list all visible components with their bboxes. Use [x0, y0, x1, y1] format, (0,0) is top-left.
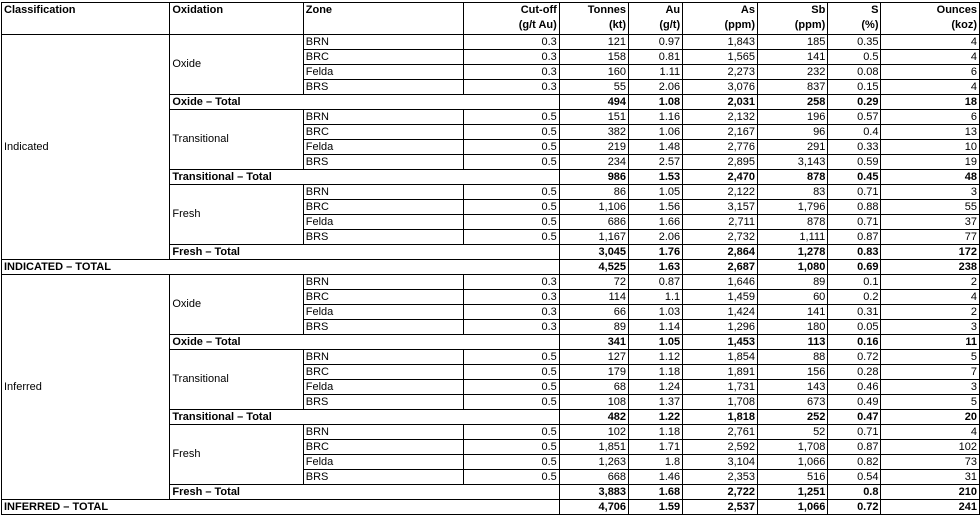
s-cell: 0.54: [828, 470, 881, 485]
grand-total-row: [2, 260, 980, 275]
sb-cell: 258: [757, 95, 827, 110]
s-cell: 0.87: [828, 230, 881, 245]
sb-cell: 1,278: [757, 245, 827, 260]
tonnes-cell: 494: [559, 95, 628, 110]
au-cell: 1.63: [629, 260, 683, 275]
sb-cell: 837: [757, 80, 827, 95]
s-cell: 0.33: [828, 140, 881, 155]
s-cell: 0.71: [828, 425, 881, 440]
as-cell: 1,891: [683, 365, 758, 380]
as-cell: 1,708: [683, 395, 758, 410]
sb-cell: 52: [757, 425, 827, 440]
tonnes-cell: 66: [559, 305, 628, 320]
zone-cell: BRS: [303, 395, 464, 410]
sb-cell: 232: [757, 65, 827, 80]
s-cell: 0.8: [828, 485, 881, 500]
ounces-cell: 4: [881, 50, 980, 65]
s-cell: 0.05: [828, 320, 881, 335]
s-cell: 0.2: [828, 290, 881, 305]
tonnes-cell: 3,883: [559, 485, 628, 500]
s-cell: 0.5: [828, 50, 881, 65]
cutoff-cell: 0.5: [464, 185, 559, 200]
subtotal-label: Transitional – Total: [170, 410, 559, 425]
tonnes-cell: 158: [559, 50, 628, 65]
classification-cell: Indicated: [2, 35, 170, 260]
ounces-cell: 55: [881, 200, 980, 215]
au-cell: 1.76: [629, 245, 683, 260]
sb-cell: 1,111: [757, 230, 827, 245]
au-cell: 1.68: [629, 485, 683, 500]
tonnes-cell: 1,167: [559, 230, 628, 245]
tonnes-cell: 127: [559, 350, 628, 365]
zone-cell: BRC: [303, 440, 464, 455]
tonnes-cell: 3,045: [559, 245, 628, 260]
as-cell: 2,732: [683, 230, 758, 245]
au-cell: 1.22: [629, 410, 683, 425]
tonnes-cell: 1,263: [559, 455, 628, 470]
ounces-cell: 37: [881, 215, 980, 230]
subtotal-label: Oxide – Total: [170, 335, 559, 350]
cutoff-cell: 0.5: [464, 365, 559, 380]
cutoff-cell: 0.5: [464, 155, 559, 170]
tonnes-cell: 114: [559, 290, 628, 305]
subtotal-label: Fresh – Total: [170, 485, 559, 500]
ounces-cell: 6: [881, 110, 980, 125]
tonnes-cell: 151: [559, 110, 628, 125]
zone-cell: BRC: [303, 50, 464, 65]
tonnes-cell: 668: [559, 470, 628, 485]
s-cell: 0.47: [828, 410, 881, 425]
table-body: [2, 35, 980, 515]
sb-cell: 516: [757, 470, 827, 485]
zone-cell: BRS: [303, 80, 464, 95]
ounces-cell: 3: [881, 380, 980, 395]
ounces-cell: 11: [881, 335, 980, 350]
au-cell: 1.16: [629, 110, 683, 125]
ounces-cell: 48: [881, 170, 980, 185]
tonnes-cell: 108: [559, 395, 628, 410]
zone-cell: BRC: [303, 200, 464, 215]
au-cell: 1.46: [629, 470, 683, 485]
header-zone: Zone: [303, 3, 464, 35]
zone-cell: BRN: [303, 425, 464, 440]
as-cell: 2,132: [683, 110, 758, 125]
au-cell: 2.06: [629, 230, 683, 245]
sb-cell: 1,708: [757, 440, 827, 455]
tonnes-cell: 179: [559, 365, 628, 380]
s-cell: 0.1: [828, 275, 881, 290]
sb-cell: 252: [757, 410, 827, 425]
as-cell: 2,722: [683, 485, 758, 500]
sb-cell: 113: [757, 335, 827, 350]
sb-cell: 673: [757, 395, 827, 410]
as-cell: 2,273: [683, 65, 758, 80]
zone-cell: BRN: [303, 185, 464, 200]
as-cell: 2,470: [683, 170, 758, 185]
au-cell: 1.53: [629, 170, 683, 185]
as-cell: 1,731: [683, 380, 758, 395]
sb-cell: 89: [757, 275, 827, 290]
s-cell: 0.28: [828, 365, 881, 380]
sb-cell: 1,080: [757, 260, 827, 275]
s-cell: 0.59: [828, 155, 881, 170]
as-cell: 2,711: [683, 215, 758, 230]
au-cell: 0.87: [629, 275, 683, 290]
au-cell: 2.57: [629, 155, 683, 170]
as-cell: 2,687: [683, 260, 758, 275]
header-oxidation: Oxidation: [170, 3, 303, 35]
tonnes-cell: 68: [559, 380, 628, 395]
sb-cell: 143: [757, 380, 827, 395]
ounces-cell: 18: [881, 95, 980, 110]
au-cell: 1.11: [629, 65, 683, 80]
as-cell: 1,296: [683, 320, 758, 335]
as-cell: 2,592: [683, 440, 758, 455]
as-cell: 1,646: [683, 275, 758, 290]
au-cell: 1.24: [629, 380, 683, 395]
ounces-cell: 210: [881, 485, 980, 500]
cutoff-cell: 0.5: [464, 200, 559, 215]
cutoff-cell: 0.5: [464, 425, 559, 440]
zone-cell: BRN: [303, 35, 464, 50]
au-cell: 1.8: [629, 455, 683, 470]
sb-cell: 185: [757, 35, 827, 50]
s-cell: 0.35: [828, 35, 881, 50]
ounces-cell: 20: [881, 410, 980, 425]
s-cell: 0.72: [828, 350, 881, 365]
cutoff-cell: 0.3: [464, 290, 559, 305]
as-cell: 2,895: [683, 155, 758, 170]
zone-cell: BRN: [303, 275, 464, 290]
grand-total-label: INDICATED – TOTAL: [2, 260, 560, 275]
oxidation-cell: Transitional: [170, 110, 303, 170]
cutoff-cell: 0.3: [464, 35, 559, 50]
ounces-cell: 3: [881, 185, 980, 200]
au-cell: 1.66: [629, 215, 683, 230]
tonnes-cell: 1,851: [559, 440, 628, 455]
subtotal-label: Transitional – Total: [170, 170, 559, 185]
oxidation-cell: Transitional: [170, 350, 303, 410]
tonnes-cell: 4,525: [559, 260, 628, 275]
as-cell: 1,854: [683, 350, 758, 365]
as-cell: 3,157: [683, 200, 758, 215]
zone-cell: Felda: [303, 380, 464, 395]
s-cell: 0.83: [828, 245, 881, 260]
cutoff-cell: 0.5: [464, 380, 559, 395]
oxidation-cell: Oxide: [170, 35, 303, 95]
tonnes-cell: 4,706: [559, 500, 628, 515]
ounces-cell: 13: [881, 125, 980, 140]
au-cell: 1.05: [629, 185, 683, 200]
zone-cell: BRS: [303, 155, 464, 170]
as-cell: 2,864: [683, 245, 758, 260]
tonnes-cell: 382: [559, 125, 628, 140]
grand-total-label: INFERRED – TOTAL: [2, 500, 560, 515]
as-cell: 2,761: [683, 425, 758, 440]
ounces-cell: 5: [881, 350, 980, 365]
au-cell: 1.37: [629, 395, 683, 410]
s-cell: 0.15: [828, 80, 881, 95]
au-cell: 1.1: [629, 290, 683, 305]
au-cell: 1.05: [629, 335, 683, 350]
classification-cell: Inferred: [2, 275, 170, 500]
subtotal-label: Fresh – Total: [170, 245, 559, 260]
as-cell: 2,122: [683, 185, 758, 200]
au-cell: 1.06: [629, 125, 683, 140]
ounces-cell: 5: [881, 395, 980, 410]
sb-cell: 196: [757, 110, 827, 125]
au-cell: 1.08: [629, 95, 683, 110]
ounces-cell: 4: [881, 425, 980, 440]
ounces-cell: 102: [881, 440, 980, 455]
au-cell: 1.71: [629, 440, 683, 455]
ounces-cell: 3: [881, 320, 980, 335]
zone-cell: Felda: [303, 215, 464, 230]
s-cell: 0.45: [828, 170, 881, 185]
s-cell: 0.71: [828, 215, 881, 230]
header-au: Au (g/t): [629, 3, 683, 35]
sb-cell: 96: [757, 125, 827, 140]
as-cell: 2,353: [683, 470, 758, 485]
header-s: S (%): [828, 3, 881, 35]
s-cell: 0.57: [828, 110, 881, 125]
au-cell: 1.56: [629, 200, 683, 215]
au-cell: 0.97: [629, 35, 683, 50]
as-cell: 2,537: [683, 500, 758, 515]
tonnes-cell: 341: [559, 335, 628, 350]
table-row: [2, 275, 980, 290]
zone-cell: Felda: [303, 455, 464, 470]
tonnes-cell: 986: [559, 170, 628, 185]
as-cell: 3,076: [683, 80, 758, 95]
oxidation-cell: Fresh: [170, 425, 303, 485]
cutoff-cell: 0.5: [464, 350, 559, 365]
ounces-cell: 31: [881, 470, 980, 485]
header-ounces: Ounces (koz): [881, 3, 980, 35]
sb-cell: 1,251: [757, 485, 827, 500]
sb-cell: 1,796: [757, 200, 827, 215]
s-cell: 0.31: [828, 305, 881, 320]
sb-cell: 180: [757, 320, 827, 335]
tonnes-cell: 55: [559, 80, 628, 95]
cutoff-cell: 0.5: [464, 215, 559, 230]
tonnes-cell: 121: [559, 35, 628, 50]
ounces-cell: 73: [881, 455, 980, 470]
s-cell: 0.69: [828, 260, 881, 275]
cutoff-cell: 0.5: [464, 440, 559, 455]
sb-cell: 60: [757, 290, 827, 305]
ounces-cell: 7: [881, 365, 980, 380]
tonnes-cell: 686: [559, 215, 628, 230]
tonnes-cell: 89: [559, 320, 628, 335]
zone-cell: BRS: [303, 470, 464, 485]
s-cell: 0.88: [828, 200, 881, 215]
s-cell: 0.29: [828, 95, 881, 110]
sb-cell: 141: [757, 305, 827, 320]
cutoff-cell: 0.3: [464, 320, 559, 335]
ounces-cell: 6: [881, 65, 980, 80]
zone-cell: BRN: [303, 350, 464, 365]
s-cell: 0.71: [828, 185, 881, 200]
tonnes-cell: 234: [559, 155, 628, 170]
header-row: [2, 3, 980, 35]
tonnes-cell: 72: [559, 275, 628, 290]
cutoff-cell: 0.5: [464, 470, 559, 485]
au-cell: 2.06: [629, 80, 683, 95]
sb-cell: 141: [757, 50, 827, 65]
zone-cell: BRS: [303, 320, 464, 335]
cutoff-cell: 0.5: [464, 110, 559, 125]
s-cell: 0.16: [828, 335, 881, 350]
cutoff-cell: 0.3: [464, 65, 559, 80]
header-sb: Sb (ppm): [757, 3, 827, 35]
au-cell: 1.48: [629, 140, 683, 155]
tonnes-cell: 102: [559, 425, 628, 440]
ounces-cell: 2: [881, 305, 980, 320]
s-cell: 0.72: [828, 500, 881, 515]
s-cell: 0.87: [828, 440, 881, 455]
ounces-cell: 172: [881, 245, 980, 260]
s-cell: 0.4: [828, 125, 881, 140]
zone-cell: Felda: [303, 65, 464, 80]
sb-cell: 1,066: [757, 500, 827, 515]
oxidation-cell: Fresh: [170, 185, 303, 245]
ounces-cell: 238: [881, 260, 980, 275]
s-cell: 0.49: [828, 395, 881, 410]
sb-cell: 878: [757, 170, 827, 185]
as-cell: 2,031: [683, 95, 758, 110]
ounces-cell: 10: [881, 140, 980, 155]
tonnes-cell: 1,106: [559, 200, 628, 215]
au-cell: 1.14: [629, 320, 683, 335]
sb-cell: 3,143: [757, 155, 827, 170]
header-as: As (ppm): [683, 3, 758, 35]
sb-cell: 88: [757, 350, 827, 365]
as-cell: 1,453: [683, 335, 758, 350]
ounces-cell: 4: [881, 290, 980, 305]
s-cell: 0.82: [828, 455, 881, 470]
tonnes-cell: 219: [559, 140, 628, 155]
sb-cell: 291: [757, 140, 827, 155]
oxidation-cell: Oxide: [170, 275, 303, 335]
zone-cell: BRN: [303, 110, 464, 125]
as-cell: 1,424: [683, 305, 758, 320]
zone-cell: BRC: [303, 365, 464, 380]
as-cell: 2,167: [683, 125, 758, 140]
ounces-cell: 241: [881, 500, 980, 515]
au-cell: 1.18: [629, 365, 683, 380]
sb-cell: 83: [757, 185, 827, 200]
au-cell: 1.03: [629, 305, 683, 320]
au-cell: 0.81: [629, 50, 683, 65]
tonnes-cell: 482: [559, 410, 628, 425]
cutoff-cell: 0.3: [464, 80, 559, 95]
as-cell: 2,776: [683, 140, 758, 155]
as-cell: 1,818: [683, 410, 758, 425]
ounces-cell: 4: [881, 35, 980, 50]
ounces-cell: 77: [881, 230, 980, 245]
ounces-cell: 19: [881, 155, 980, 170]
zone-cell: BRC: [303, 290, 464, 305]
zone-cell: BRC: [303, 125, 464, 140]
tonnes-cell: 160: [559, 65, 628, 80]
ounces-cell: 4: [881, 80, 980, 95]
header-tonnes: Tonnes (kt): [559, 3, 628, 35]
table-row: [2, 35, 980, 50]
cutoff-cell: 0.5: [464, 125, 559, 140]
grand-total-row: [2, 500, 980, 515]
as-cell: 1,565: [683, 50, 758, 65]
as-cell: 1,843: [683, 35, 758, 50]
zone-cell: Felda: [303, 140, 464, 155]
cutoff-cell: 0.5: [464, 455, 559, 470]
as-cell: 1,459: [683, 290, 758, 305]
zone-cell: Felda: [303, 305, 464, 320]
cutoff-cell: 0.3: [464, 305, 559, 320]
sb-cell: 156: [757, 365, 827, 380]
header-classification: Classification: [2, 3, 170, 35]
cutoff-cell: 0.3: [464, 275, 559, 290]
ounces-cell: 2: [881, 275, 980, 290]
sb-cell: 878: [757, 215, 827, 230]
sb-cell: 1,066: [757, 455, 827, 470]
header-cutoff: Cut-off (g/t Au): [464, 3, 559, 35]
cutoff-cell: 0.5: [464, 230, 559, 245]
cutoff-cell: 0.5: [464, 395, 559, 410]
au-cell: 1.59: [629, 500, 683, 515]
s-cell: 0.46: [828, 380, 881, 395]
as-cell: 3,104: [683, 455, 758, 470]
tonnes-cell: 86: [559, 185, 628, 200]
zone-cell: BRS: [303, 230, 464, 245]
subtotal-label: Oxide – Total: [170, 95, 559, 110]
au-cell: 1.18: [629, 425, 683, 440]
cutoff-cell: 0.5: [464, 140, 559, 155]
s-cell: 0.08: [828, 65, 881, 80]
au-cell: 1.12: [629, 350, 683, 365]
cutoff-cell: 0.3: [464, 50, 559, 65]
resource-table: [1, 2, 980, 515]
